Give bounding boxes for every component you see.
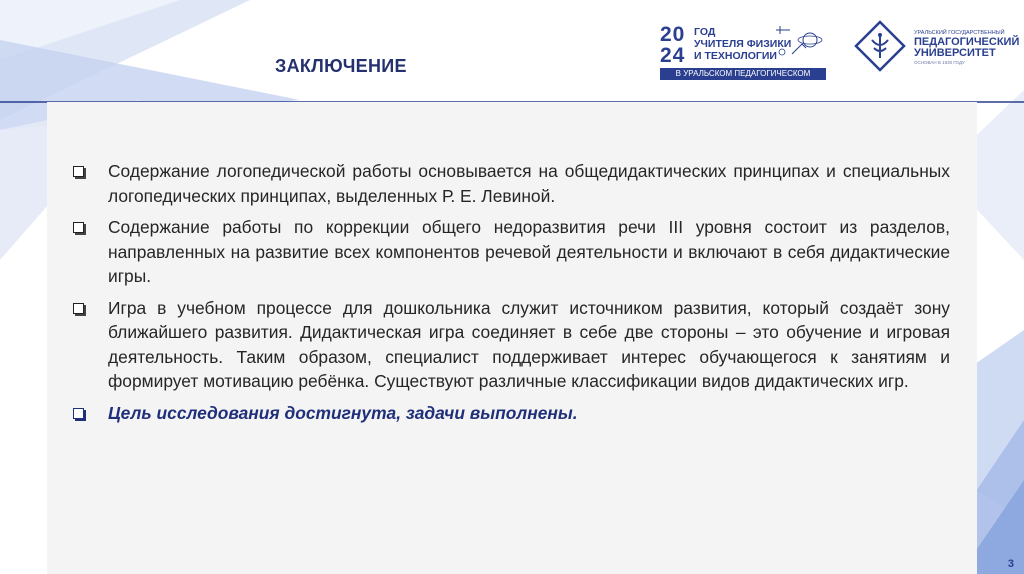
checkbox-bullet-icon [73, 222, 84, 233]
year-logo-line2: УЧИТЕЛЯ ФИЗИКИ [694, 38, 792, 50]
year-of-teacher-logo [660, 24, 830, 82]
university-small-line: ОСНОВАН В 1930 ГОДУ [914, 60, 965, 65]
goal-text: Цель исследования достигнута, задачи выполнены. [108, 402, 578, 423]
university-line1: ПЕДАГОГИЧЕСКИЙ [914, 36, 1020, 48]
year-digits [660, 24, 685, 66]
university-top-line: УРАЛЬСКИЙ ГОСУДАРСТВЕННЫЙ [914, 30, 1005, 36]
list-item [70, 215, 950, 289]
bullet-text: Игра в учебном процессе для дошкольника служит источником развития, который создаёт зону ближайшего развития. Дидактическая игра соединяет в себе две стороны – это обучение и игровая деятельность. Таким образом, специалист поддерживает интерес обучающегося к занятиям и формирует мотивацию ребёнка. Существуют различные классификации видов дидактических игр. [108, 297, 950, 391]
science-doodle-icon [772, 24, 828, 64]
year-logo-line1: ГОД [694, 26, 716, 38]
year-logo-line3: И ТЕХНОЛОГИИ [694, 50, 777, 62]
bullet-text: Содержание работы по коррекции общего недоразвития речи III уровня состоит из разделов, направленных на развитие всех компонентов речевой деятельности и включают в себя дидактические игры. [108, 217, 950, 286]
slide-title: ЗАКЛЮЧЕНИЕ [275, 56, 407, 76]
year-digits-bottom: 24 [660, 44, 686, 67]
list-item [70, 296, 950, 394]
list-item [70, 159, 950, 208]
goal-item [70, 401, 950, 426]
year-logo-band: В УРАЛЬСКОМ ПЕДАГОГИЧЕСКОМ [660, 68, 826, 80]
checkbox-bullet-icon [73, 408, 84, 419]
university-line2: УНИВЕРСИТЕТ [914, 47, 996, 59]
bullet-list [70, 159, 950, 432]
checkbox-bullet-icon [73, 166, 84, 177]
year-digits-top: 20 [660, 23, 686, 46]
page-number: 3 [1007, 558, 1014, 570]
checkbox-bullet-icon [73, 303, 84, 314]
university-logo-text [914, 30, 1019, 66]
university-emblem-icon [854, 20, 906, 72]
bullet-text: Содержание логопедической работы основывается на общедидактических принципах и специальных логопедических принципах, выделенных Р. Е. Левиной. [108, 161, 950, 206]
